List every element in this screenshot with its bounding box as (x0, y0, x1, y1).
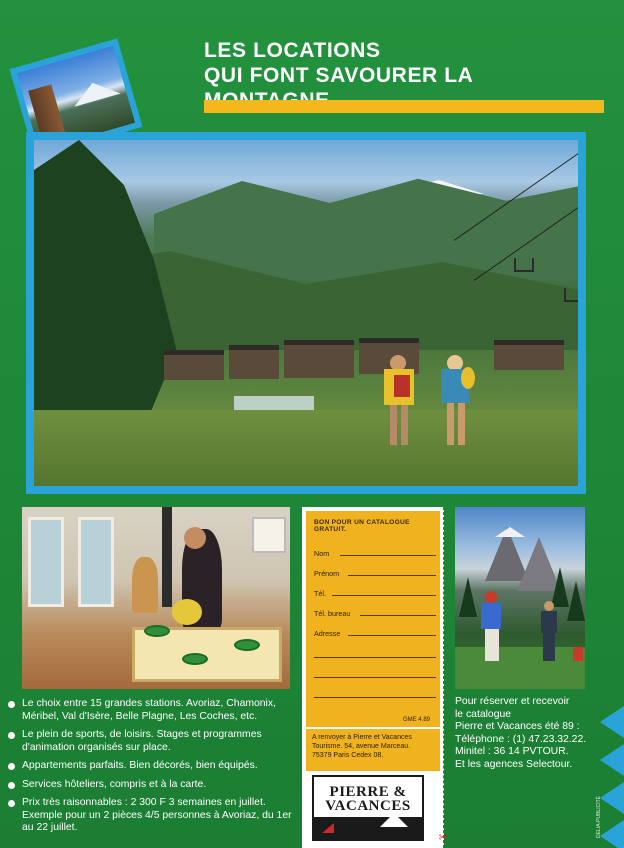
logo-line-2: VACANCES (325, 798, 411, 814)
feature-item: Le choix entre 15 grandes stations. Avoriaz, Chamonix, Méribel, Val d'Isère, Belle Plagne, Les Coches, etc. (8, 698, 298, 723)
minitel-code: Minitel : 36 14 PVTOUR. (455, 746, 569, 758)
contact-info (455, 696, 595, 772)
contact-line: Et les agences Selectour. (455, 758, 573, 770)
decorative-triangle (600, 744, 624, 776)
coupon-code: GME 4.89 (402, 717, 430, 723)
headline-line-2: QUI FONT SAVOURER LA (204, 64, 473, 87)
scissors-icon: ✂ (438, 832, 448, 844)
address-field[interactable] (314, 629, 436, 638)
phone-field[interactable] (314, 589, 436, 598)
feature-item: Le plein de sports, de loisirs. Stages et programmes d'animation organisés sur place. (8, 729, 298, 754)
feature-item: Services hôteliers, compris et à la carte. (8, 779, 298, 792)
phone-field-label: Tél. (314, 589, 326, 598)
logo-line-1: PIERRE & (329, 784, 407, 800)
apartment-interior-photo (22, 507, 290, 689)
firstname-field-label: Prénom (314, 569, 340, 578)
golf-mountain-photo (455, 507, 585, 689)
decorative-triangle (600, 782, 624, 814)
pierre-et-vacances-logo (312, 775, 424, 841)
decorative-triangle (600, 706, 624, 738)
name-field-label: Nom (314, 549, 330, 558)
contact-line: Pour réserver et recevoir (455, 696, 570, 707)
main-photo-frame (26, 132, 586, 494)
agency-credit: DELIA-PUBLICITÉ (596, 796, 602, 838)
decorative-triangle (600, 820, 624, 848)
return-address: A renvoyer à Pierre et Vacances Tourisme. 54, avenue Marceau. 75379 Paris Cedex 08. (306, 729, 440, 771)
feature-list (8, 698, 298, 841)
main-mountain-photo (34, 140, 578, 486)
feature-item: Prix très raisonnables : 2 300 F 3 semaines en juillet. Exemple pour un 2 pièces 4/5 personnes à Avoriaz, du 1er au 22 juillet. (8, 797, 298, 835)
address-field-label: Adresse (314, 629, 341, 638)
phone-number: Téléphone : (1) 47.23.32.22. (455, 733, 587, 745)
office-phone-field-label: Tél. bureau (314, 609, 351, 618)
catalogue-coupon[interactable] (302, 507, 448, 848)
coupon-title: BON POUR UN CATALOGUE GRATUIT. (314, 519, 410, 533)
name-field[interactable] (314, 549, 436, 558)
firstname-field[interactable] (314, 569, 436, 578)
headline-line-1: LES LOCATIONS (204, 39, 381, 62)
contact-line: Pierre et Vacances été 89 : (455, 721, 580, 733)
office-phone-field[interactable] (314, 609, 436, 618)
headline-underline-bar (204, 100, 604, 113)
contact-line: le catalogue (455, 708, 512, 720)
feature-item: Appartements parfaits. Bien décorés, bien équipés. (8, 760, 298, 773)
